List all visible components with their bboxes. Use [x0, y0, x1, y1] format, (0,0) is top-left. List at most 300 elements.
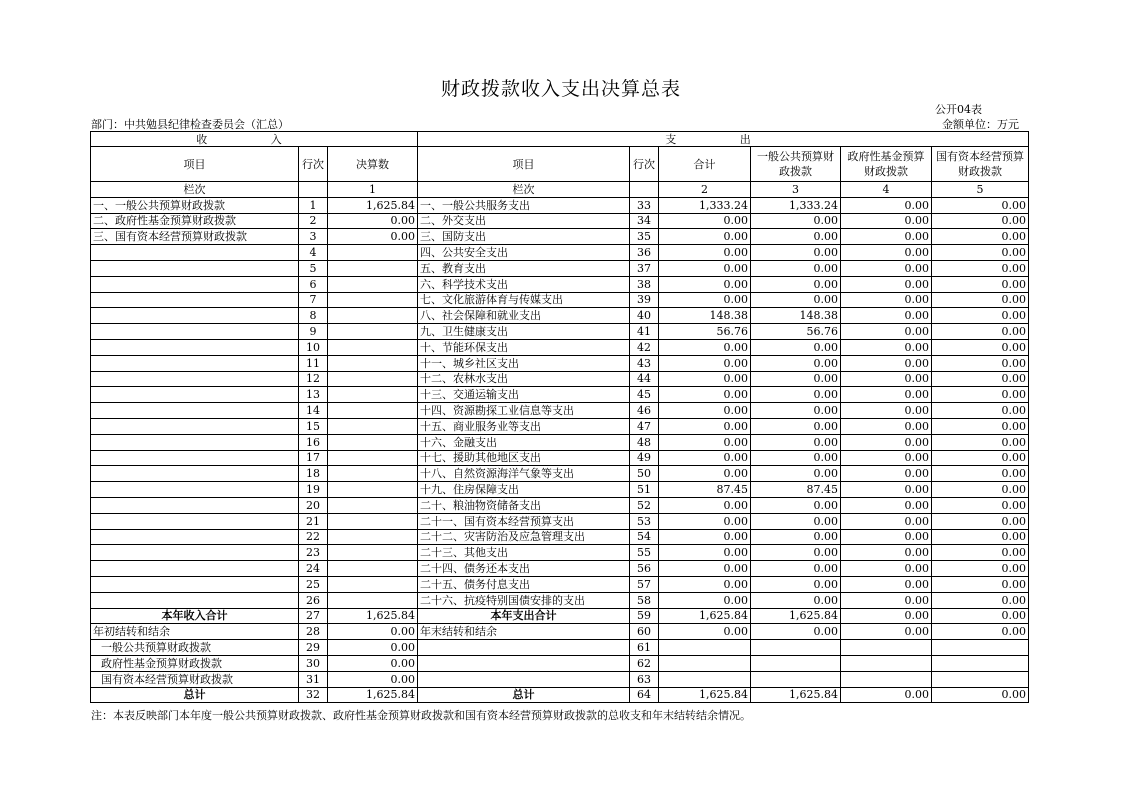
expense-line: 39 [630, 292, 659, 308]
income-item: 二、政府性基金预算财政拨款 [91, 213, 299, 229]
gov-fund-amount: 0.00 [841, 229, 932, 245]
expense-line: 37 [630, 260, 659, 276]
general-budget-amount [751, 671, 841, 687]
gov-fund-amount: 0.00 [841, 245, 932, 261]
income-item: 年初结转和结余 [91, 624, 299, 640]
expense-total [659, 655, 751, 671]
gov-fund-amount: 0.00 [841, 466, 932, 482]
income-amount [328, 529, 418, 545]
general-budget-amount: 0.00 [751, 229, 841, 245]
income-line: 12 [299, 371, 328, 387]
income-line: 14 [299, 403, 328, 419]
income-line: 16 [299, 434, 328, 450]
income-item-header: 项目 [91, 147, 299, 182]
income-amount: 0.00 [328, 640, 418, 656]
income-line: 3 [299, 229, 328, 245]
state-capital-amount: 0.00 [932, 403, 1029, 419]
income-line: 21 [299, 513, 328, 529]
expense-total: 0.00 [659, 529, 751, 545]
table-row [91, 197, 1029, 213]
gov-fund-amount: 0.00 [841, 624, 932, 640]
gov-fund-amount: 0.00 [841, 576, 932, 592]
expense-item-header: 项目 [418, 147, 630, 182]
table-row [91, 592, 1029, 608]
income-amount [328, 308, 418, 324]
state-capital-amount: 0.00 [932, 687, 1029, 703]
income-item [91, 418, 299, 434]
income-item [91, 292, 299, 308]
expense-item: 本年支出合计 [418, 608, 630, 624]
gov-fund-amount: 0.00 [841, 450, 932, 466]
table-row [91, 497, 1029, 513]
income-section-header [91, 132, 418, 147]
expense-line: 56 [630, 561, 659, 577]
column-number-1: 1 [328, 182, 418, 198]
income-amount: 0.00 [328, 624, 418, 640]
expense-total: 0.00 [659, 434, 751, 450]
expense-item: 十、节能环保支出 [418, 339, 630, 355]
expense-line: 47 [630, 418, 659, 434]
expense-total: 0.00 [659, 355, 751, 371]
table-row [91, 387, 1029, 403]
general-budget-amount: 56.76 [751, 324, 841, 340]
income-line: 1 [299, 197, 328, 213]
income-amount [328, 260, 418, 276]
income-line: 20 [299, 497, 328, 513]
expense-total: 0.00 [659, 466, 751, 482]
expense-line: 54 [630, 529, 659, 545]
expense-item: 九、卫生健康支出 [418, 324, 630, 340]
income-item [91, 260, 299, 276]
expense-line: 35 [630, 229, 659, 245]
state-capital-amount: 0.00 [932, 339, 1029, 355]
state-capital-amount: 0.00 [932, 387, 1029, 403]
gov-fund-amount [841, 655, 932, 671]
state-capital-amount: 0.00 [932, 529, 1029, 545]
state-capital-amount: 0.00 [932, 355, 1029, 371]
expense-item: 十四、资源勘探工业信息等支出 [418, 403, 630, 419]
expense-total: 0.00 [659, 371, 751, 387]
gov-fund-amount: 0.00 [841, 561, 932, 577]
expense-total: 0.00 [659, 545, 751, 561]
income-line: 23 [299, 545, 328, 561]
expense-item: 十六、金融支出 [418, 434, 630, 450]
income-item [91, 276, 299, 292]
state-capital-amount [932, 671, 1029, 687]
expense-line: 59 [630, 608, 659, 624]
table-row [91, 213, 1029, 229]
expense-item: 二十六、抗疫特别国债安排的支出 [418, 592, 630, 608]
state-capital-amount [932, 655, 1029, 671]
table-row [91, 308, 1029, 324]
expense-line: 62 [630, 655, 659, 671]
state-capital-amount: 0.00 [932, 592, 1029, 608]
table-row [91, 513, 1029, 529]
gov-fund-amount: 0.00 [841, 339, 932, 355]
state-capital-amount: 0.00 [932, 624, 1029, 640]
state-capital-amount: 0.00 [932, 450, 1029, 466]
income-item [91, 387, 299, 403]
expense-item: 七、文化旅游体育与传媒支出 [418, 292, 630, 308]
income-amount [328, 513, 418, 529]
expense-item: 一、一般公共服务支出 [418, 197, 630, 213]
gov-fund-header: 政府性基金预算财政拨款 [841, 147, 932, 182]
state-capital-amount: 0.00 [932, 308, 1029, 324]
income-amount [328, 576, 418, 592]
income-line: 4 [299, 245, 328, 261]
column-label-income: 栏次 [91, 182, 299, 198]
expense-total: 0.00 [659, 418, 751, 434]
income-line: 8 [299, 308, 328, 324]
general-budget-amount: 0.00 [751, 371, 841, 387]
general-budget-amount: 0.00 [751, 545, 841, 561]
income-line: 19 [299, 482, 328, 498]
expense-item: 总计 [418, 687, 630, 703]
income-amount: 0.00 [328, 229, 418, 245]
expense-item: 二十、粮油物资储备支出 [418, 497, 630, 513]
general-budget-amount: 0.00 [751, 529, 841, 545]
general-budget-amount: 0.00 [751, 466, 841, 482]
expense-total: 1,333.24 [659, 197, 751, 213]
expense-total [659, 640, 751, 656]
expense-total: 0.00 [659, 339, 751, 355]
expense-header-label: 支 出 [665, 132, 781, 146]
general-budget-amount: 0.00 [751, 592, 841, 608]
general-budget-amount: 0.00 [751, 434, 841, 450]
income-item [91, 466, 299, 482]
expense-total: 0.00 [659, 561, 751, 577]
expense-item: 十二、农林水支出 [418, 371, 630, 387]
expense-line: 45 [630, 387, 659, 403]
gov-fund-amount: 0.00 [841, 482, 932, 498]
state-capital-amount: 0.00 [932, 545, 1029, 561]
income-amount [328, 545, 418, 561]
income-line: 24 [299, 561, 328, 577]
expense-total: 1,625.84 [659, 687, 751, 703]
gov-fund-amount: 0.00 [841, 403, 932, 419]
income-line: 10 [299, 339, 328, 355]
expense-item: 三、国防支出 [418, 229, 630, 245]
expense-total: 0.00 [659, 387, 751, 403]
expense-total: 0.00 [659, 276, 751, 292]
income-line: 6 [299, 276, 328, 292]
income-amount [328, 434, 418, 450]
expense-total: 0.00 [659, 292, 751, 308]
expense-item: 十八、自然资源海洋气象等支出 [418, 466, 630, 482]
income-amount [328, 387, 418, 403]
table-row [91, 355, 1029, 371]
state-capital-header: 国有资本经营预算财政拨款 [932, 147, 1029, 182]
expense-line-header: 行次 [630, 147, 659, 182]
budget-summary-table [90, 131, 1029, 703]
gov-fund-amount: 0.00 [841, 308, 932, 324]
general-budget-header: 一般公共预算财政拨款 [751, 147, 841, 182]
footnote: 注：本表反映部门本年度一般公共预算财政拨款、政府性基金预算财政拨款和国有资本经营预算财政拨款的总收支和年末结转结余情况。 [91, 709, 751, 722]
general-budget-amount: 0.00 [751, 418, 841, 434]
table-row [91, 482, 1029, 498]
state-capital-amount: 0.00 [932, 561, 1029, 577]
state-capital-amount: 0.00 [932, 497, 1029, 513]
gov-fund-amount: 0.00 [841, 608, 932, 624]
header-row-sections [91, 132, 1029, 147]
table-row [91, 403, 1029, 419]
general-budget-amount: 0.00 [751, 513, 841, 529]
amount-unit-label: 金额单位：万元 [942, 118, 1019, 131]
general-budget-amount [751, 655, 841, 671]
income-item [91, 513, 299, 529]
income-line: 27 [299, 608, 328, 624]
column-number-4: 4 [841, 182, 932, 198]
expense-item: 二十三、其他支出 [418, 545, 630, 561]
state-capital-amount: 0.00 [932, 292, 1029, 308]
carry-over-row [91, 624, 1029, 640]
general-budget-amount: 0.00 [751, 213, 841, 229]
income-amount [328, 371, 418, 387]
expense-total: 0.00 [659, 513, 751, 529]
table-row [91, 418, 1029, 434]
gov-fund-amount: 0.00 [841, 292, 932, 308]
gov-fund-amount: 0.00 [841, 355, 932, 371]
income-line: 7 [299, 292, 328, 308]
year-total-row [91, 608, 1029, 624]
carry-over-row [91, 655, 1029, 671]
table-row [91, 229, 1029, 245]
gov-fund-amount: 0.00 [841, 213, 932, 229]
income-line: 29 [299, 640, 328, 656]
expense-item: 十三、交通运输支出 [418, 387, 630, 403]
expense-total: 0.00 [659, 450, 751, 466]
income-line: 22 [299, 529, 328, 545]
income-line: 31 [299, 671, 328, 687]
income-amount: 1,625.84 [328, 197, 418, 213]
expense-line: 58 [630, 592, 659, 608]
general-budget-amount: 0.00 [751, 576, 841, 592]
expense-line: 52 [630, 497, 659, 513]
column-number-5: 5 [932, 182, 1029, 198]
expense-line: 53 [630, 513, 659, 529]
general-budget-amount: 0.00 [751, 561, 841, 577]
income-amount-header: 决算数 [328, 147, 418, 182]
income-line: 15 [299, 418, 328, 434]
expense-total: 148.38 [659, 308, 751, 324]
expense-item: 二十二、灾害防治及应急管理支出 [418, 529, 630, 545]
income-amount: 1,625.84 [328, 608, 418, 624]
income-item [91, 245, 299, 261]
column-number-3: 3 [751, 182, 841, 198]
expense-item: 二十五、债务付息支出 [418, 576, 630, 592]
general-budget-amount: 0.00 [751, 276, 841, 292]
expense-line: 55 [630, 545, 659, 561]
income-item: 三、国有资本经营预算财政拨款 [91, 229, 299, 245]
carry-over-row [91, 671, 1029, 687]
income-item [91, 403, 299, 419]
expense-item [418, 655, 630, 671]
table-row [91, 450, 1029, 466]
state-capital-amount: 0.00 [932, 260, 1029, 276]
table-row [91, 324, 1029, 340]
expense-item: 二十四、债务还本支出 [418, 561, 630, 577]
expense-item: 四、公共安全支出 [418, 245, 630, 261]
table-row [91, 434, 1029, 450]
expense-line: 34 [630, 213, 659, 229]
income-item [91, 592, 299, 608]
expense-line: 38 [630, 276, 659, 292]
gov-fund-amount [841, 640, 932, 656]
state-capital-amount: 0.00 [932, 229, 1029, 245]
table-row [91, 371, 1029, 387]
income-item [91, 497, 299, 513]
expense-total: 0.00 [659, 576, 751, 592]
income-amount: 0.00 [328, 655, 418, 671]
gov-fund-amount: 0.00 [841, 434, 932, 450]
gov-fund-amount: 0.00 [841, 387, 932, 403]
gov-fund-amount: 0.00 [841, 371, 932, 387]
expense-total: 0.00 [659, 245, 751, 261]
department-label: 部门：中共勉县纪律检查委员会（汇总） [91, 118, 289, 131]
gov-fund-amount: 0.00 [841, 197, 932, 213]
expense-item: 二、外交支出 [418, 213, 630, 229]
table-row [91, 260, 1029, 276]
expense-total: 56.76 [659, 324, 751, 340]
state-capital-amount [932, 640, 1029, 656]
income-amount [328, 276, 418, 292]
income-line: 9 [299, 324, 328, 340]
income-item [91, 576, 299, 592]
income-item [91, 371, 299, 387]
income-item: 本年收入合计 [91, 608, 299, 624]
income-amount [328, 292, 418, 308]
table-row [91, 545, 1029, 561]
header-row-columns [91, 147, 1029, 182]
general-budget-amount: 1,625.84 [751, 608, 841, 624]
income-item [91, 355, 299, 371]
expense-item: 年末结转和结余 [418, 624, 630, 640]
income-header-label: 收 入 [196, 132, 312, 146]
income-item [91, 450, 299, 466]
expense-line: 64 [630, 687, 659, 703]
income-item: 国有资本经营预算财政拨款 [91, 671, 299, 687]
expense-total: 0.00 [659, 403, 751, 419]
state-capital-amount: 0.00 [932, 482, 1029, 498]
income-amount [328, 324, 418, 340]
form-number: 公开04表 [935, 103, 982, 116]
expense-line: 40 [630, 308, 659, 324]
table-row [91, 576, 1029, 592]
expense-total: 0.00 [659, 213, 751, 229]
income-line: 18 [299, 466, 328, 482]
gov-fund-amount: 0.00 [841, 324, 932, 340]
expense-section-header [418, 132, 1029, 147]
state-capital-amount: 0.00 [932, 213, 1029, 229]
general-budget-amount: 0.00 [751, 292, 841, 308]
income-line: 32 [299, 687, 328, 703]
expense-line: 63 [630, 671, 659, 687]
table-row [91, 561, 1029, 577]
income-amount [328, 355, 418, 371]
income-line: 28 [299, 624, 328, 640]
income-item [91, 339, 299, 355]
income-line-header: 行次 [299, 147, 328, 182]
general-budget-amount [751, 640, 841, 656]
income-item [91, 545, 299, 561]
income-item [91, 324, 299, 340]
income-item [91, 434, 299, 450]
gov-fund-amount: 0.00 [841, 418, 932, 434]
income-item: 一般公共预算财政拨款 [91, 640, 299, 656]
carry-over-row [91, 640, 1029, 656]
income-amount [328, 245, 418, 261]
general-budget-amount: 0.00 [751, 387, 841, 403]
general-budget-amount: 0.00 [751, 450, 841, 466]
income-item: 政府性基金预算财政拨款 [91, 655, 299, 671]
income-amount [328, 450, 418, 466]
general-budget-amount: 0.00 [751, 403, 841, 419]
table-row [91, 339, 1029, 355]
expense-line: 36 [630, 245, 659, 261]
state-capital-amount: 0.00 [932, 418, 1029, 434]
general-budget-amount: 1,333.24 [751, 197, 841, 213]
general-budget-amount: 148.38 [751, 308, 841, 324]
gov-fund-amount: 0.00 [841, 592, 932, 608]
expense-line: 61 [630, 640, 659, 656]
gov-fund-amount: 0.00 [841, 276, 932, 292]
income-line: 13 [299, 387, 328, 403]
expense-item: 十五、商业服务业等支出 [418, 418, 630, 434]
expense-total-header: 合计 [659, 147, 751, 182]
column-number-empty [630, 182, 659, 198]
expense-item: 八、社会保障和就业支出 [418, 308, 630, 324]
income-line: 5 [299, 260, 328, 276]
income-amount [328, 482, 418, 498]
income-item [91, 308, 299, 324]
income-line: 26 [299, 592, 328, 608]
general-budget-amount: 87.45 [751, 482, 841, 498]
state-capital-amount: 0.00 [932, 608, 1029, 624]
expense-item: 二十一、国有资本经营预算支出 [418, 513, 630, 529]
income-item [91, 482, 299, 498]
income-line: 17 [299, 450, 328, 466]
page-title: 财政拨款收入支出决算总表 [440, 78, 681, 100]
expense-line: 41 [630, 324, 659, 340]
income-amount [328, 466, 418, 482]
income-amount [328, 403, 418, 419]
gov-fund-amount: 0.00 [841, 545, 932, 561]
income-line: 2 [299, 213, 328, 229]
expense-total [659, 671, 751, 687]
expense-item [418, 640, 630, 656]
income-item: 一、一般公共预算财政拨款 [91, 197, 299, 213]
state-capital-amount: 0.00 [932, 245, 1029, 261]
expense-total: 0.00 [659, 229, 751, 245]
gov-fund-amount: 0.00 [841, 497, 932, 513]
general-budget-amount: 0.00 [751, 260, 841, 276]
general-budget-amount: 0.00 [751, 624, 841, 640]
expense-item: 六、科学技术支出 [418, 276, 630, 292]
gov-fund-amount: 0.00 [841, 260, 932, 276]
state-capital-amount: 0.00 [932, 513, 1029, 529]
gov-fund-amount: 0.00 [841, 513, 932, 529]
income-amount [328, 497, 418, 513]
income-amount [328, 339, 418, 355]
table-row [91, 276, 1029, 292]
expense-line: 44 [630, 371, 659, 387]
expense-total: 0.00 [659, 592, 751, 608]
column-number-empty [299, 182, 328, 198]
expense-line: 51 [630, 482, 659, 498]
state-capital-amount: 0.00 [932, 324, 1029, 340]
expense-item: 十一、城乡社区支出 [418, 355, 630, 371]
grand-total-row [91, 687, 1029, 703]
